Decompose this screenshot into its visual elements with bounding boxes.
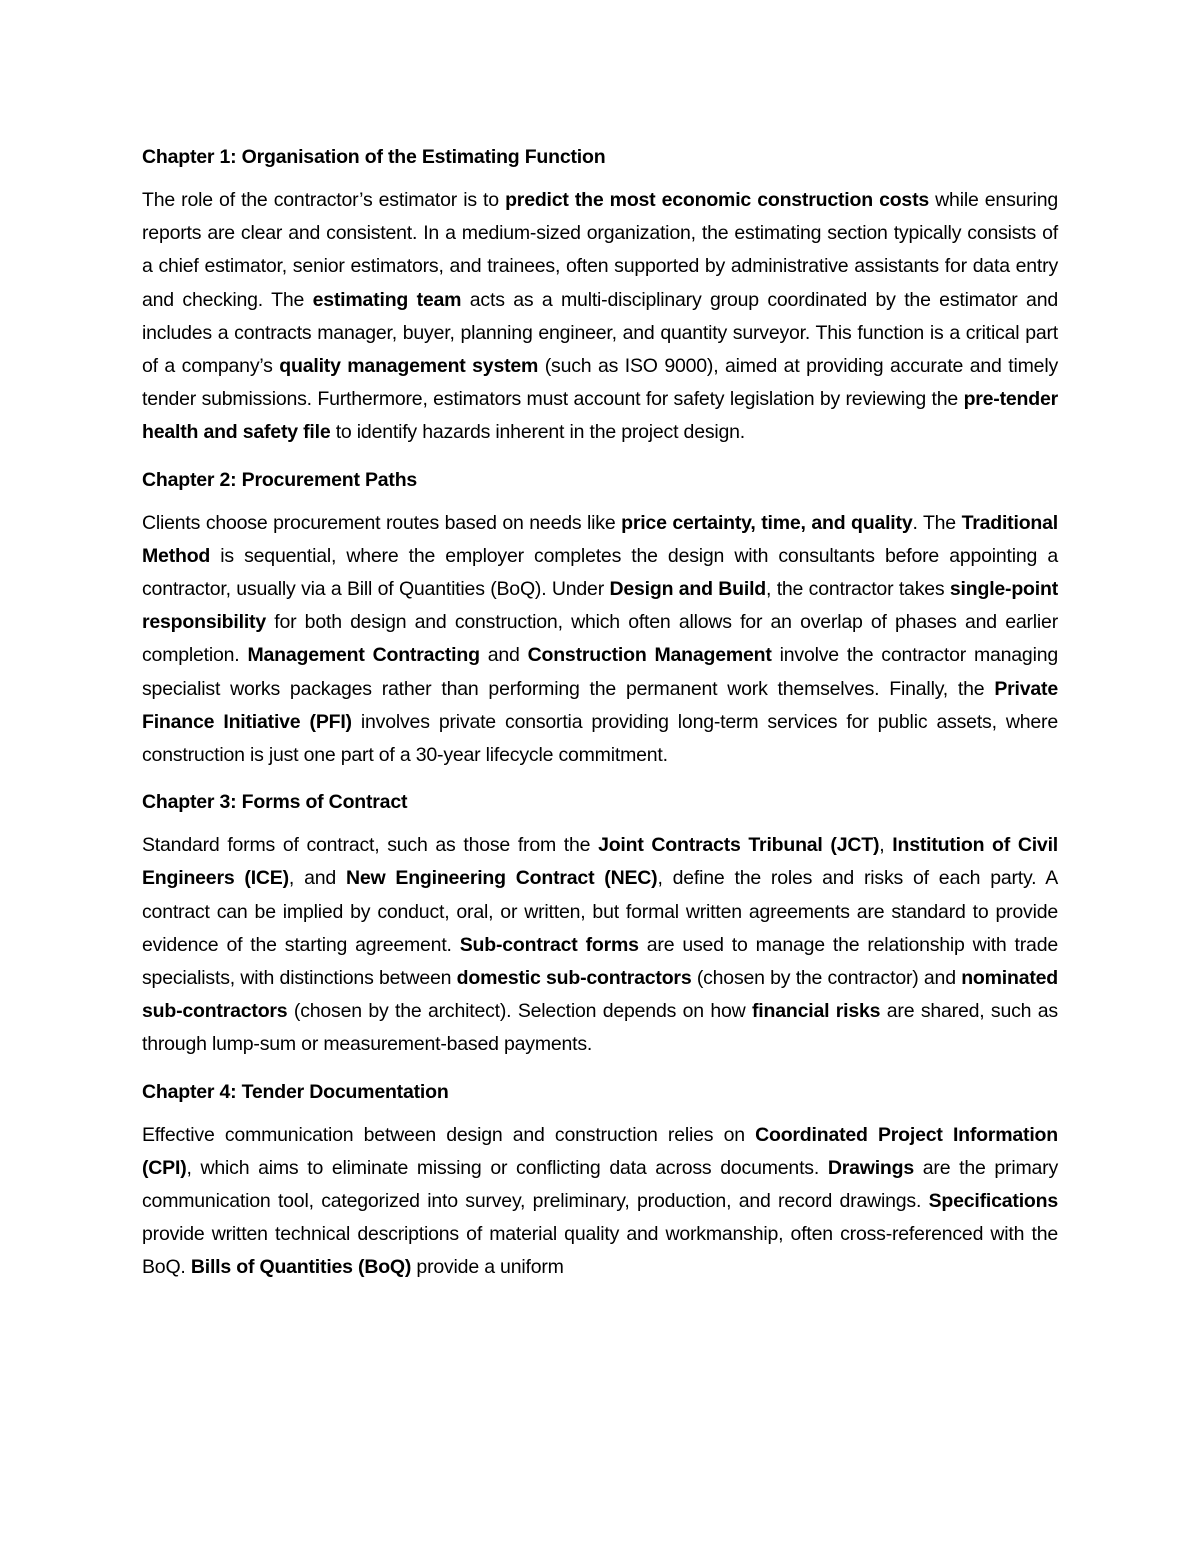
bold-term: Traditional Method — [142, 511, 1058, 567]
text-run: (chosen by the contractor) and — [691, 967, 962, 990]
bold-term: estimating team — [312, 288, 462, 311]
text-run: involve the contractor managing specialist works packages rather than performing the permanent work themselves. Finally, the — [142, 644, 1058, 700]
bold-term: Joint Contracts Tribunal (JCT) — [598, 834, 880, 857]
text-run: and — [479, 644, 528, 667]
text-run: (chosen by the architect). Selection depends on how — [287, 1000, 752, 1023]
chapter-3 — [142, 786, 1058, 1061]
chapter-4-heading: Chapter 4: Tender Documentation — [142, 1080, 449, 1103]
text-run: Clients choose procurement routes based on needs like — [142, 511, 622, 534]
chapter-2-heading: Chapter 2: Procurement Paths — [142, 468, 418, 491]
text-run: are shared, such as through lump-sum or measurement-based payments. — [142, 1000, 1058, 1056]
bold-term: pre-tender health and safety file — [142, 388, 1058, 444]
bold-term: Specifications — [928, 1190, 1058, 1213]
bold-term: Coordinated Project Information (CPI) — [142, 1123, 1058, 1179]
text-run: , — [879, 834, 893, 857]
chapter-1 — [142, 141, 1058, 450]
bold-term: Construction Management — [527, 644, 772, 667]
bold-term: financial risks — [752, 1000, 881, 1023]
bold-term: Sub-contract forms — [459, 933, 639, 956]
chapter-3-paragraph — [142, 829, 1058, 1061]
text-run: provide written technical descriptions of material quality and workmanship, often cross-referenced with the BoQ. — [142, 1223, 1058, 1279]
bold-term: Design and Build — [609, 578, 767, 601]
chapter-2-paragraph — [142, 507, 1058, 773]
bold-term: Management Contracting — [247, 644, 480, 667]
text-run: acts as a multi-disciplinary group coordinated by the estimator and includes a contracts manager, buyer, planning engineer, and quantity surveyor. This function is a critical part of a company’s — [142, 288, 1058, 378]
text-run: The role of the contractor’s estimator is to — [142, 189, 506, 211]
chapter-4-paragraph — [142, 1119, 1058, 1285]
text-run: involves private consortia providing long-term services for public assets, where construction is just one part of a 30-year lifecycle commitment. — [142, 710, 1058, 767]
text-run: , and — [288, 867, 346, 890]
text-run: , which aims to eliminate missing or conflicting data across documents. — [186, 1156, 828, 1179]
text-run: are used to manage the relationship with trade specialists, with distinctions between — [142, 933, 1058, 990]
chapter-2 — [142, 464, 1058, 773]
text-run: are the primary communication tool, categorized into survey, preliminary, production, and record drawings. — [142, 1156, 1058, 1213]
text-run: while ensuring reports are clear and consistent. In a medium-sized organization, the estimating section typically consists of a chief estimator, senior estimators, and trainees, often supported by administrative assistants for data entry and checking. The — [142, 189, 1058, 311]
chapter-1-heading: Chapter 1: Organisation of the Estimating Function — [142, 146, 606, 168]
chapter-1-paragraph — [142, 184, 1058, 450]
bold-term: predict the most economic construction costs — [505, 189, 930, 211]
bold-term: quality management system — [279, 355, 539, 378]
chapter-4 — [142, 1076, 1058, 1285]
text-run: is sequential, where the employer completes the design with consultants before appointing a contractor, usually via a Bill of Quantities (BoQ). Under — [142, 544, 1058, 601]
text-run: . The — [912, 511, 962, 534]
bold-term: domestic sub-contractors — [456, 967, 692, 990]
text-run: (such as ISO 9000), aimed at providing accurate and timely tender submissions. Furthermore, estimators must account for safety legislation by reviewing the — [142, 355, 1058, 411]
text-run: Standard forms of contract, such as those from the — [142, 834, 599, 857]
chapter-3-heading: Chapter 3: Forms of Contract — [142, 791, 408, 814]
text-run: Effective communication between design and construction relies on — [142, 1123, 756, 1146]
text-run: , the contractor takes — [766, 578, 950, 601]
bold-term: Institution of Civil Engineers (ICE) — [142, 834, 1059, 890]
text-run: for both design and construction, which often allows for an overlap of phases and earlier completion. — [142, 611, 1058, 667]
text-run: provide a uniform — [411, 1256, 564, 1279]
text-run: to identify hazards inherent in the project design. — [330, 421, 746, 444]
bold-term: nominated sub-contractors — [142, 967, 1058, 1023]
bold-term: single-point responsibility — [142, 578, 1058, 634]
bold-term: Private Finance Initiative (PFI) — [142, 677, 1058, 733]
bold-term: New Engineering Contract (NEC) — [345, 867, 658, 890]
bold-term: price certainty, time, and quality — [621, 511, 913, 534]
bold-term: Drawings — [827, 1156, 914, 1179]
text-run: , define the roles and risks of each party. A contract can be implied by conduct, oral, or written, but formal written agreements are standard to provide evidence of the starting agreement. — [142, 867, 1059, 956]
bold-term: Bills of Quantities (BoQ) — [190, 1256, 412, 1279]
